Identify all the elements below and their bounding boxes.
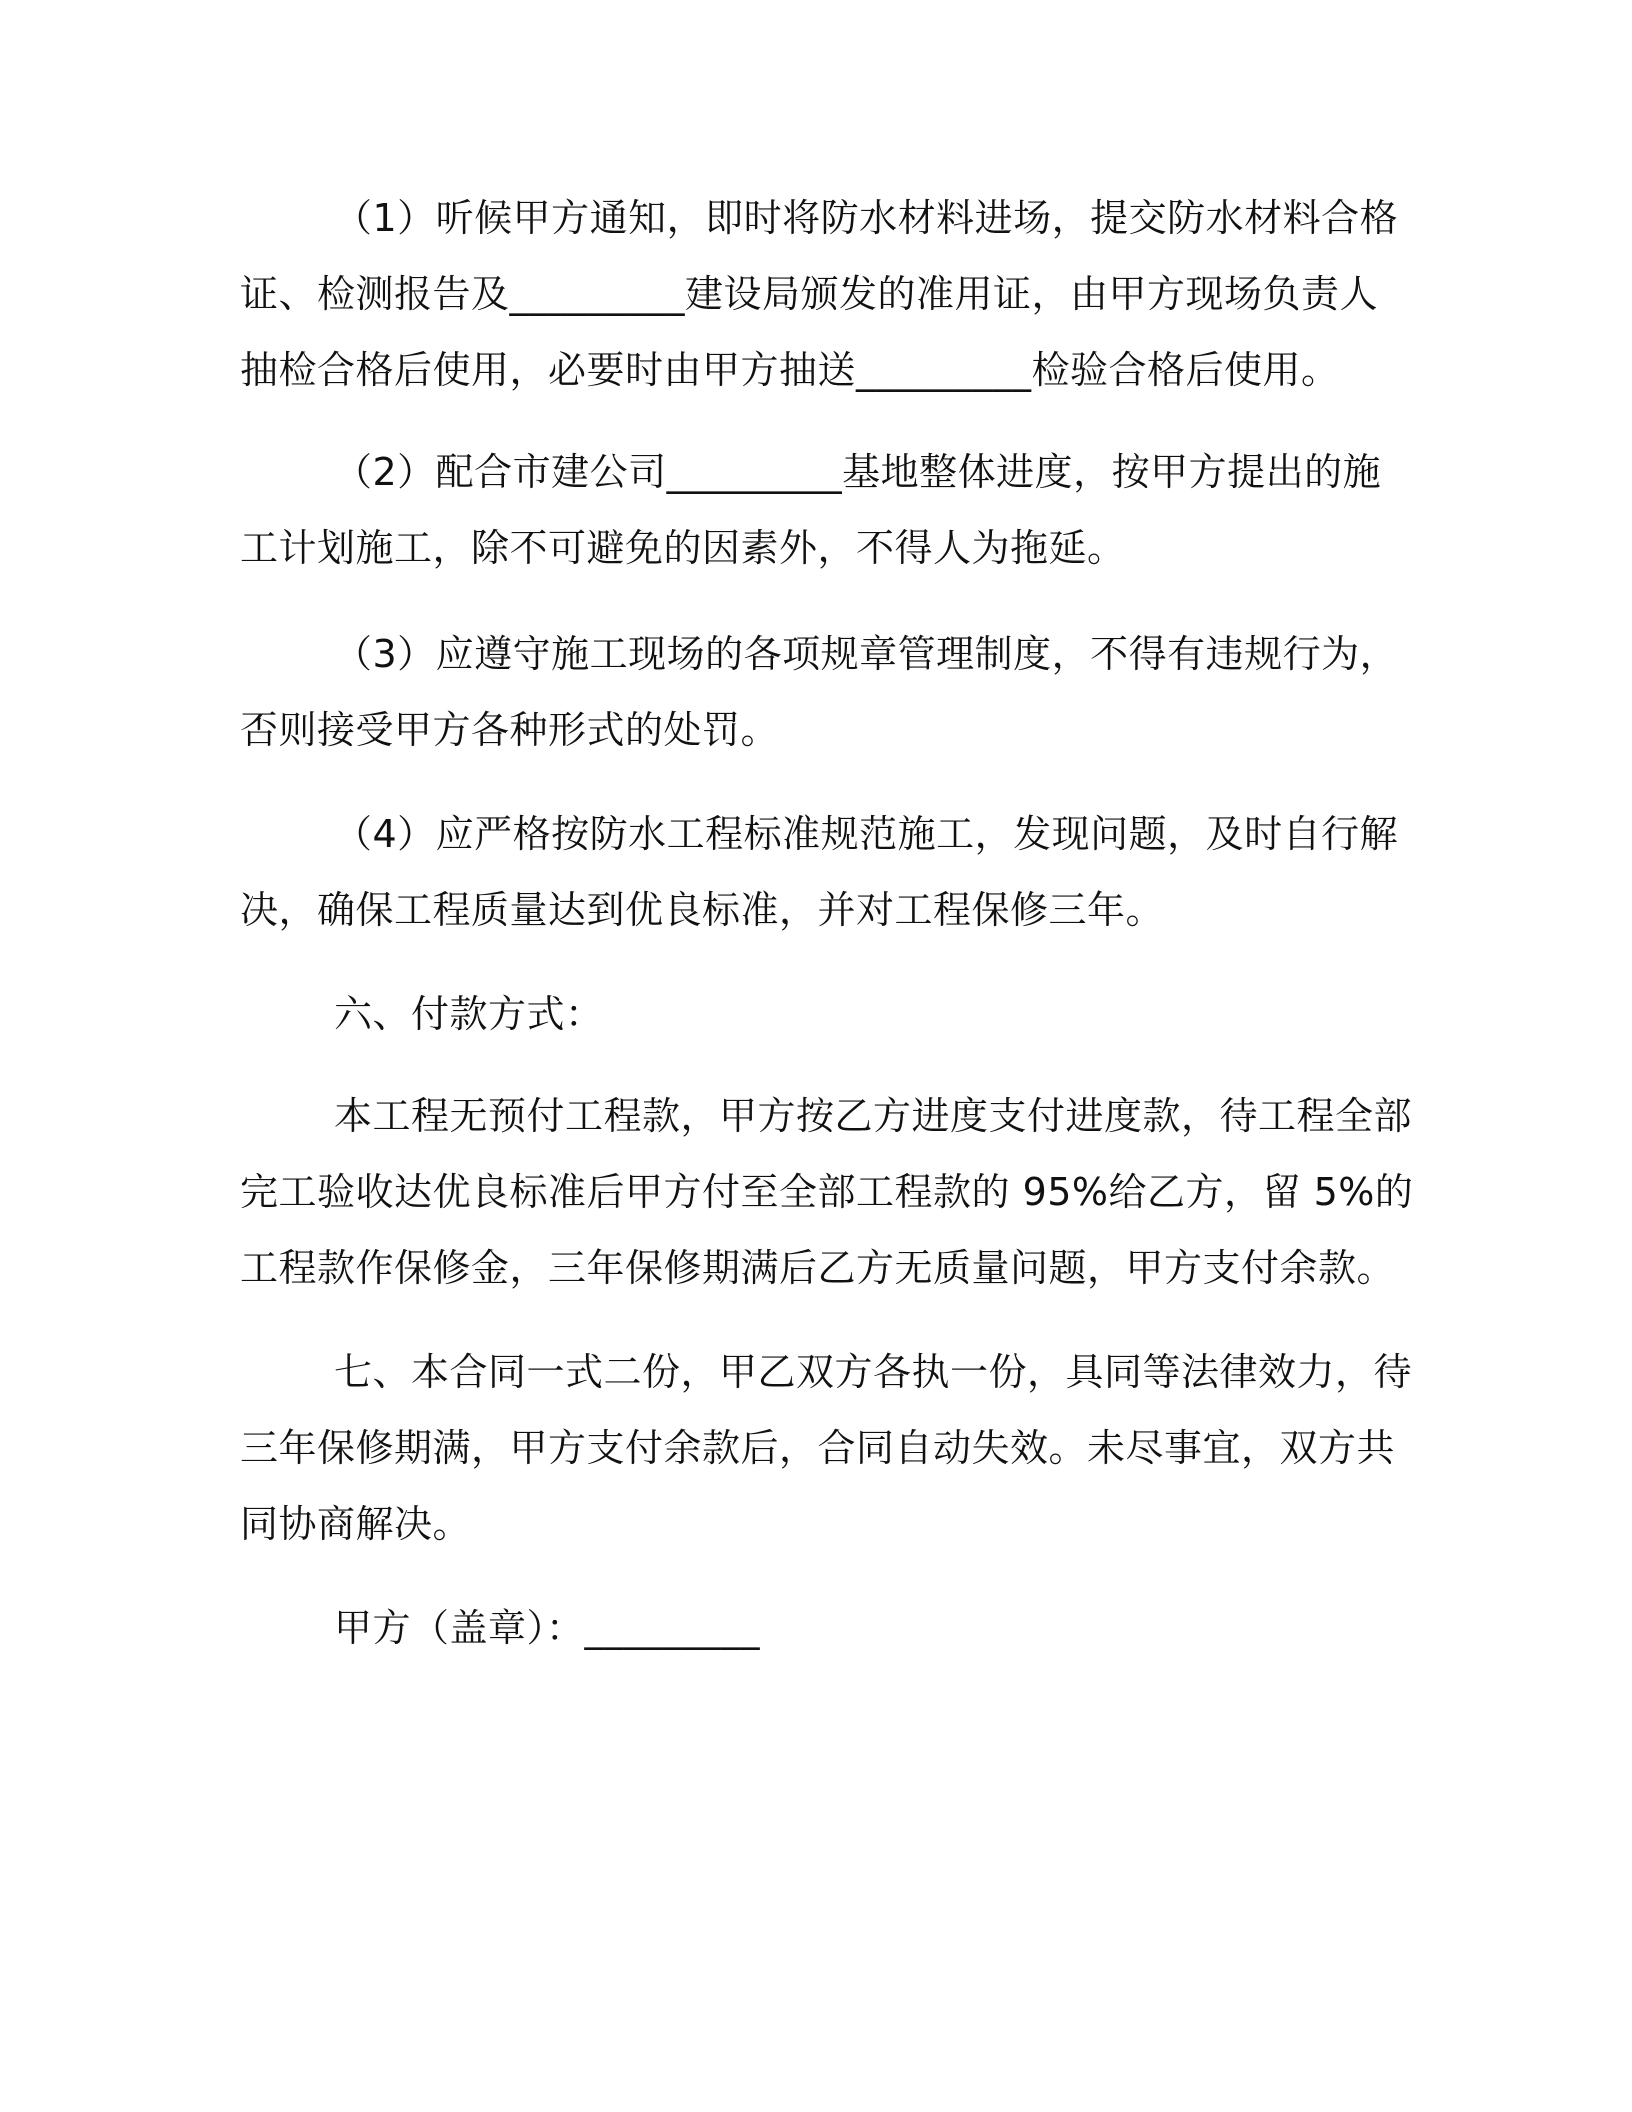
section-7-line-1: 七、本合同一式二份，甲乙双方各执一份，具同等法律效力，待: [334, 1350, 1413, 1394]
section-6-line-3: 工程款作保修金，三年保修期满后乙方无质量问题，甲方支付余款。: [240, 1246, 1396, 1290]
section-6-line-2: 完工验收达优良标准后甲方付至全部工程款的 95%给乙方，留 5%的: [240, 1170, 1414, 1214]
clause-4-line-1: （4）应严格按防水工程标准规范施工，发现问题，及时自行解: [334, 812, 1399, 856]
clause-3-line-2: 否则接受甲方各种形式的处罚。: [240, 708, 780, 752]
clause-1-line-1: （1）听候甲方通知，即时将防水材料进场，提交防水材料合格: [334, 196, 1399, 240]
clause-3-line-1: （3）应遵守施工现场的各项规章管理制度，不得有违规行为，: [334, 632, 1399, 676]
clause-2-line-2: 工计划施工，除不可避免的因素外，不得人为拖延。: [240, 526, 1126, 570]
clause-4-line-2: 决，确保工程质量达到优良标准，并对工程保修三年。: [240, 888, 1165, 932]
section-7-line-2: 三年保修期满，甲方支付余款后，合同自动失效。未尽事宜，双方共: [240, 1426, 1396, 1470]
clause-2-line-1: （2）配合市建公司_________基地整体进度，按甲方提出的施: [334, 450, 1382, 494]
section-7-line-3: 同协商解决。: [240, 1502, 472, 1546]
clause-1-line-3: 抽检合格后使用，必要时由甲方抽送_________检验合格后使用。: [240, 348, 1340, 392]
section-6-line-1: 本工程无预付工程款，甲方按乙方进度支付进度款，待工程全部: [334, 1094, 1413, 1138]
section-6-heading: 六、付款方式：: [334, 992, 604, 1036]
party-a-signature-line: 甲方（盖章）：_________: [334, 1606, 761, 1650]
clause-1-line-2: 证、检测报告及_________建设局颁发的准用证，由甲方现场负责人: [240, 272, 1379, 316]
